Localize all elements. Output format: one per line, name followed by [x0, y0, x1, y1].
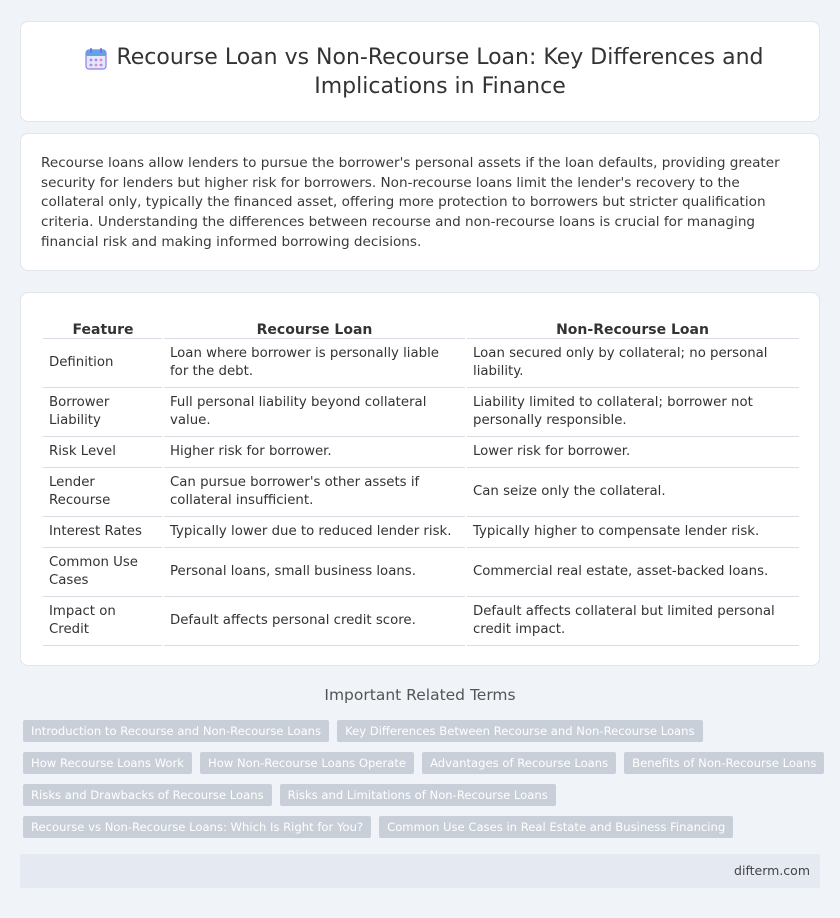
row-feature: Borrower Liability: [43, 387, 163, 436]
related-terms-heading: Important Related Terms: [324, 686, 516, 704]
row-non-recourse: Commercial real estate, asset-backed loans.: [466, 547, 799, 596]
related-term-link[interactable]: Common Use Cases in Real Estate and Business Financing: [379, 816, 733, 838]
related-terms-list: [23, 720, 817, 848]
table-row: [43, 338, 799, 387]
row-non-recourse: Can seize only the collateral.: [466, 467, 799, 516]
tag-row: [23, 720, 803, 742]
related-term-link[interactable]: Advantages of Recourse Loans: [422, 752, 616, 774]
intro-paragraph: Recourse loans allow lenders to pursue the borrower's personal assets if the loan defaults, providing greater security for lenders but higher risk for borrowers. Non-recourse loans limit the lender's recovery to the collateral only, typically the financed asset, offering more protection to borrowers but stricter qualification criteria. Understanding the differences between recourse and non-recourse loans is crucial for managing financial risk and making informed borrowing decisions.: [41, 155, 780, 250]
comparison-table-card: [20, 292, 820, 666]
row-non-recourse: Lower risk for borrower.: [466, 436, 799, 467]
related-term-link[interactable]: Introduction to Recourse and Non-Recourse Loans: [23, 720, 329, 742]
table-row: [43, 516, 799, 547]
row-non-recourse: Default affects collateral but limited personal credit impact.: [466, 596, 799, 645]
row-recourse: Typically lower due to reduced lender risk.: [163, 516, 466, 547]
comparison-table: [43, 316, 799, 646]
tag-row: [23, 816, 803, 838]
row-recourse: Higher risk for borrower.: [163, 436, 466, 467]
header-non-recourse-loan: Non-Recourse Loan: [466, 316, 799, 338]
header-recourse-loan: Recourse Loan: [163, 316, 466, 338]
related-term-link[interactable]: How Recourse Loans Work: [23, 752, 192, 774]
header-feature: Feature: [43, 316, 163, 338]
table-row: [43, 436, 799, 467]
row-recourse: Loan where borrower is personally liable for the debt.: [163, 338, 466, 387]
row-feature: Interest Rates: [43, 516, 163, 547]
row-feature: Definition: [43, 338, 163, 387]
related-term-link[interactable]: Risks and Limitations of Non-Recourse Loans: [280, 784, 556, 806]
row-recourse: Personal loans, small business loans.: [163, 547, 466, 596]
row-recourse: Can pursue borrower's other assets if collateral insufficient.: [163, 467, 466, 516]
footer-site-link[interactable]: difterm.com: [734, 863, 810, 878]
page-title: Recourse Loan vs Non-Recourse Loan: Key Differences and Implications in Finance: [116, 44, 764, 99]
table-row: [43, 387, 799, 436]
row-feature: Common Use Cases: [43, 547, 163, 596]
related-term-link[interactable]: Recourse vs Non-Recourse Loans: Which Is Right for You?: [23, 816, 371, 838]
intro-card: [20, 133, 820, 271]
row-non-recourse: Typically higher to compensate lender risk.: [466, 516, 799, 547]
row-recourse: Full personal liability beyond collateral value.: [163, 387, 466, 436]
related-term-link[interactable]: How Non-Recourse Loans Operate: [200, 752, 414, 774]
row-feature: Risk Level: [43, 436, 163, 467]
row-feature: Impact on Credit: [43, 596, 163, 645]
calendar-icon: [83, 46, 109, 72]
row-recourse: Default affects personal credit score.: [163, 596, 466, 645]
table-header-row: [43, 316, 799, 338]
related-term-link[interactable]: Key Differences Between Recourse and Non-Recourse Loans: [337, 720, 702, 742]
related-term-link[interactable]: Risks and Drawbacks of Recourse Loans: [23, 784, 272, 806]
table-row: [43, 596, 799, 645]
row-non-recourse: Loan secured only by collateral; no personal liability.: [466, 338, 799, 387]
table-row: [43, 467, 799, 516]
tag-row: [23, 784, 803, 806]
related-term-link[interactable]: Benefits of Non-Recourse Loans: [624, 752, 824, 774]
row-feature: Lender Recourse: [43, 467, 163, 516]
header-card: [20, 21, 820, 122]
row-non-recourse: Liability limited to collateral; borrower not personally responsible.: [466, 387, 799, 436]
footer: [20, 854, 820, 888]
tag-row: [23, 752, 817, 774]
table-row: [43, 547, 799, 596]
